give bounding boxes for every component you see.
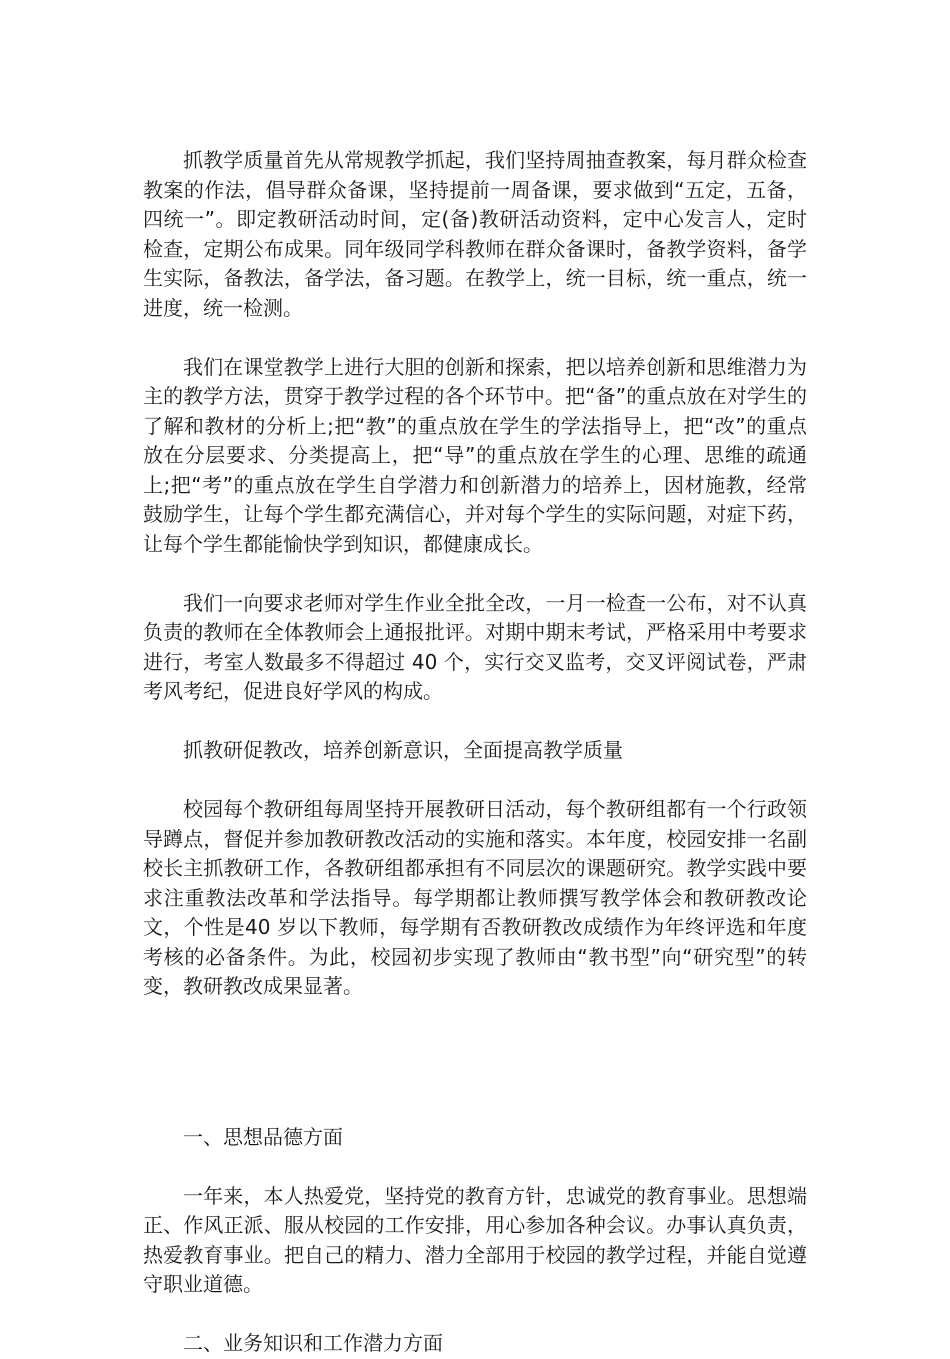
section-heading-moral: 一、思想品德方面: [183, 1124, 343, 1149]
paragraph-homework-exams: 我们一向要求老师对学生作业全批全改，一月一检查一公布，对不认真负责的教师在全体教师会上通报批评。对期中期末考试，严格采用中考要求进行，考室人数最多不得超过 40 个，实行交叉监考，交叉评阅试卷，严肃考风考纪，促进良好学风的构成。: [143, 590, 807, 703]
section-heading-professional: 二、业务知识和工作潜力方面: [183, 1331, 443, 1355]
paragraph-classroom-innovation: 我们在课堂教学上进行大胆的创新和探索，把以培养创新和思维潜力为主的教学方法，贯穿于教学过程的各个环节中。把“备”的重点放在对学生的了解和教材的分析上;把“教”的重点放在学生的学法指导上，把“改”的重点放在分层要求、分类提高上，把“导”的重点放在学生的心理、思维的疏通上;把“考”的重点放在学生自学潜力和创新潜力的培养上，因材施教，经常鼓励学生，让每个学生都充满信心，并对每个学生的实际问题，对症下药，让每个学生都能愉快学到知识，都健康成长。: [143, 354, 807, 556]
paragraph-research-groups: 校园每个教研组每周坚持开展教研日活动，每个教研组都有一个行政领导蹲点，督促并参加教研教改活动的实施和落实。本年度，校园安排一名副校长主抓教研工作，各教研组都承担有不同层次的课题研究。教学实践中要求注重教法改革和学法指导。每学期都让教师撰写教学体会和教研教改论文，个性是40 岁以下教师，每学期有否教研教改成绩作为年终评选和年度考核的必备条件。为此，校园初步实现了教师由“教书型”向“研究型”的转变，教研教改成果显著。: [143, 797, 807, 998]
document-body: [143, 146, 807, 1359]
paragraph-moral-conduct: 一年来，本人热爱党，坚持党的教育方针，忠诚党的教育事业。思想端正、作风正派、服从校园的工作安排，用心参加各种会议。办事认真负责，热爱教育事业。把自己的精力、潜力全部用于校园的教学过程，并能自觉遵守职业道德。: [143, 1183, 807, 1296]
paragraph-teaching-quality: 抓教学质量首先从常规教学抓起，我们坚持周抽查教案，每月群众检查教案的作法，倡导群众备课，坚持提前一周备课，要求做到“五定，五备，四统一”。即定教研活动时间，定(备)教研活动资料，定中心发言人，定时检查，定期公布成果。同年级同学科教师在群众备课时，备教学资料，备学生实际，备教法，备学法，备习题。在教学上，统一目标，统一重点，统一进度，统一检测。: [143, 148, 807, 320]
section-heading-research: 抓教研促教改，培养创新意识，全面提高教学质量: [183, 738, 623, 762]
